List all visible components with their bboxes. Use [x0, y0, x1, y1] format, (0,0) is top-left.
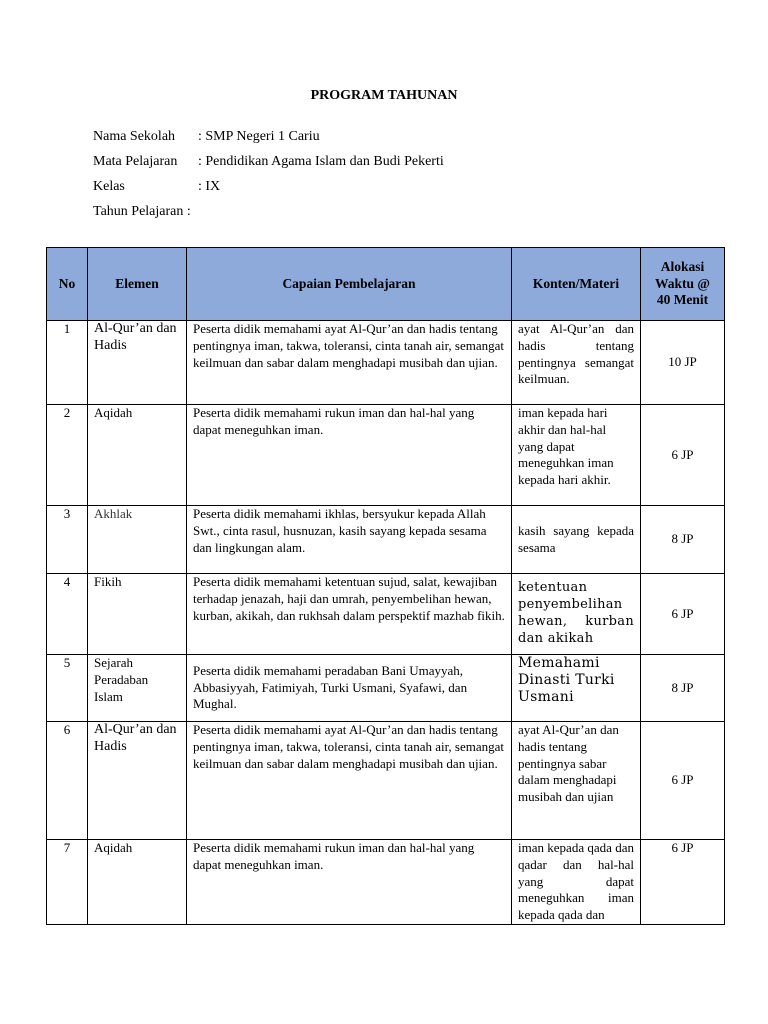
meta-label: Mata Pelajaran	[93, 154, 178, 169]
document-meta	[93, 129, 444, 229]
cell-capaian: Peserta didik memahami rukun iman dan hal-hal yang dapat meneguhkan iman.	[187, 840, 512, 925]
cell-elemen: Aqidah	[88, 405, 187, 506]
cell-jp: 6 JP	[641, 840, 725, 925]
cell-capaian: Peserta didik memahami ketentuan sujud, salat, kewajiban terhadap jenazah, haji dan umrah, penyembelihan hewan, kurban, akikah, dan rukhsah dalam perspektif mazhab fikih.	[187, 574, 512, 655]
cell-jp: 6 JP	[641, 722, 725, 840]
table-row	[47, 722, 725, 840]
cell-konten: ayat Al-Qur’an dan hadis tentang pentingnya sabar dalam menghadapi musibah dan ujian	[512, 722, 641, 840]
table-row	[47, 655, 725, 722]
table-row	[47, 840, 725, 925]
header-capaian: Capaian Pembelajaran	[187, 248, 512, 321]
cell-konten: ketentuan penyembelihan hewan, kurban dan akikah	[512, 574, 641, 655]
cell-jp: 6 JP	[641, 574, 725, 655]
meta-value: : Pendidikan Agama Islam dan Budi Pekerti	[198, 154, 444, 169]
cell-capaian: Peserta didik memahami ayat Al-Qur’an dan hadis tentang pentingnya iman, takwa, toleransi, cinta tanah air, semangat keilmuan dan sabar dalam menghadapi musibah dan ujian.	[187, 722, 512, 840]
cell-no: 1	[47, 321, 88, 405]
cell-elemen: Fikih	[88, 574, 187, 655]
cell-elemen: Aqidah	[88, 840, 187, 925]
meta-value: : IX	[198, 179, 221, 194]
table-row	[47, 574, 725, 655]
meta-value: : SMP Negeri 1 Cariu	[198, 129, 320, 144]
table-row	[47, 405, 725, 506]
meta-school	[93, 129, 444, 154]
meta-academic-year	[93, 204, 444, 229]
cell-no: 3	[47, 506, 88, 574]
header-alokasi: Alokasi Waktu @ 40 Menit	[641, 248, 725, 321]
cell-capaian: Peserta didik memahami peradaban Bani Umayyah, Abbasiyyah, Fatimiyah, Turki Usmani, Syafawi, dan Mughal.	[187, 655, 512, 722]
cell-no: 7	[47, 840, 88, 925]
page-title: PROGRAM TAHUNAN	[310, 88, 458, 103]
cell-konten: iman kepada qada dan qadar dan hal-hal yang dapat meneguhkan iman kepada qada dan	[512, 840, 641, 925]
meta-label: Kelas	[93, 179, 125, 194]
cell-konten: Memahami Dinasti Turki Usmani	[512, 655, 641, 722]
header-konten: Konten/Materi	[512, 248, 641, 321]
cell-elemen: Akhlak	[88, 506, 187, 574]
cell-elemen: Sejarah Peradaban Islam	[88, 655, 187, 722]
table-header-row	[47, 248, 725, 321]
cell-konten: ayat Al-Qur’an dan hadis tentang pentingnya semangat keilmuan.	[512, 321, 641, 405]
cell-konten: iman kepada hari akhir dan hal-hal yang dapat meneguhkan iman kepada hari akhir.	[512, 405, 641, 506]
table-row	[47, 506, 725, 574]
cell-no: 4	[47, 574, 88, 655]
meta-label: Tahun Pelajaran :	[93, 204, 191, 219]
table-row	[47, 321, 725, 405]
cell-capaian: Peserta didik memahami ikhlas, bersyukur kepada Allah Swt., cinta rasul, husnuzan, kasih sayang kepada sesama dan lingkungan alam.	[187, 506, 512, 574]
cell-jp: 8 JP	[641, 655, 725, 722]
cell-konten: kasih sayang kepada sesama	[512, 506, 641, 574]
meta-class	[93, 179, 444, 204]
cell-capaian: Peserta didik memahami rukun iman dan hal-hal yang dapat meneguhkan iman.	[187, 405, 512, 506]
cell-elemen: Al-Qur’an dan Hadis	[88, 321, 187, 405]
cell-elemen: Al-Qur’an dan Hadis	[88, 722, 187, 840]
cell-jp: 6 JP	[641, 405, 725, 506]
header-no: No	[47, 248, 88, 321]
meta-subject	[93, 154, 444, 179]
cell-no: 6	[47, 722, 88, 840]
cell-no: 2	[47, 405, 88, 506]
cell-jp: 8 JP	[641, 506, 725, 574]
cell-no: 5	[47, 655, 88, 722]
meta-label: Nama Sekolah	[93, 129, 176, 144]
cell-jp: 10 JP	[641, 321, 725, 405]
cell-capaian: Peserta didik memahami ayat Al-Qur’an dan hadis tentang pentingnya iman, takwa, toleransi, cinta tanah air, semangat keilmuan dan sabar dalam menghadapi musibah dan ujian.	[187, 321, 512, 405]
program-table	[46, 247, 725, 925]
header-elemen: Elemen	[88, 248, 187, 321]
